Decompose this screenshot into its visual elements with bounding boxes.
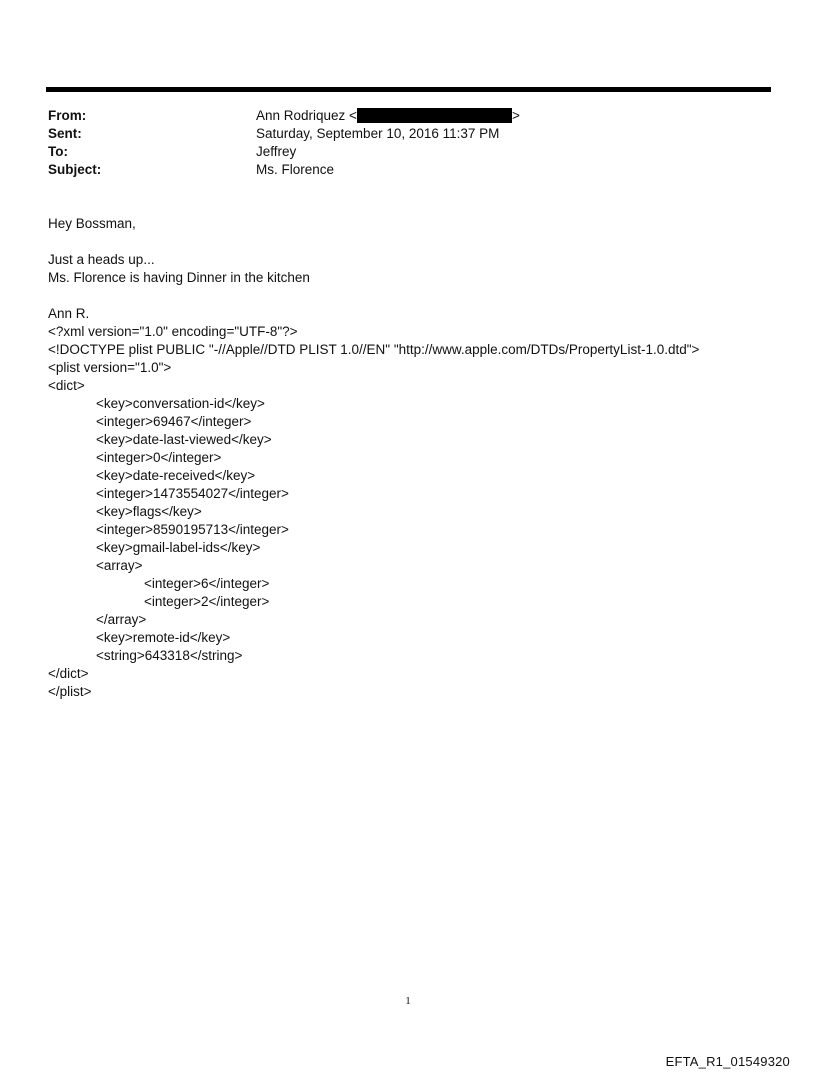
plist-line: <!DOCTYPE plist PUBLIC "-//Apple//DTD PLIST 1.0//EN" "http://www.apple.com/DTDs/PropertyList-1.0.dtd"> [48,342,700,357]
body-line: Ms. Florence is having Dinner in the kitchen [48,270,310,285]
plist-line: <integer>69467</integer> [96,414,252,429]
from-close: > [511,108,520,123]
plist-line: <integer>6</integer> [144,576,270,591]
from-value [256,107,520,125]
subject-value: Ms. Florence [256,162,335,177]
plist-line: </array> [96,612,147,627]
from-label: From: [48,108,87,123]
plist-line: <integer>0</integer> [96,450,222,465]
plist-line: <array> [96,558,143,573]
plist-line: <plist version="1.0"> [48,360,172,375]
page-number: 1 [405,995,411,1007]
plist-line: <integer>2</integer> [144,594,270,609]
plist-line: <key>date-last-viewed</key> [96,432,272,447]
plist-line: <key>flags</key> [96,504,202,519]
from-row [48,107,768,125]
header-rule [46,87,771,92]
spacer [48,287,788,305]
sent-row [48,125,768,143]
plist-line: <key>remote-id</key> [96,630,231,645]
sent-label: Sent: [48,126,82,141]
bates-number: EFTA_R1_01549320 [665,1054,790,1069]
plist-line: <key>date-received</key> [96,468,256,483]
subject-label: Subject: [48,162,102,177]
email-header [48,107,768,179]
to-label: To: [48,144,68,159]
signature: Ann R. [48,306,90,321]
from-name: Ann Rodriquez < [256,108,357,123]
plist-line: <string>643318</string> [96,648,243,663]
spacer [48,233,788,251]
subject-row [48,161,768,179]
to-value: Jeffrey [256,144,297,159]
email-body [48,215,788,701]
plist-line: <key>conversation-id</key> [96,396,265,411]
sent-value: Saturday, September 10, 2016 11:37 PM [256,126,500,141]
redaction-box [357,108,512,123]
plist-line: </plist> [48,684,92,699]
greeting: Hey Bossman, [48,216,136,231]
plist-line: <key>gmail-label-ids</key> [96,540,261,555]
plist-line: <dict> [48,378,85,393]
plist-block [48,323,788,701]
plist-line: <integer>1473554027</integer> [96,486,289,501]
plist-line: <integer>8590195713</integer> [96,522,289,537]
body-line: Just a heads up... [48,252,155,267]
to-row [48,143,768,161]
plist-line: </dict> [48,666,89,681]
plist-line: <?xml version="1.0" encoding="UTF-8"?> [48,324,298,339]
